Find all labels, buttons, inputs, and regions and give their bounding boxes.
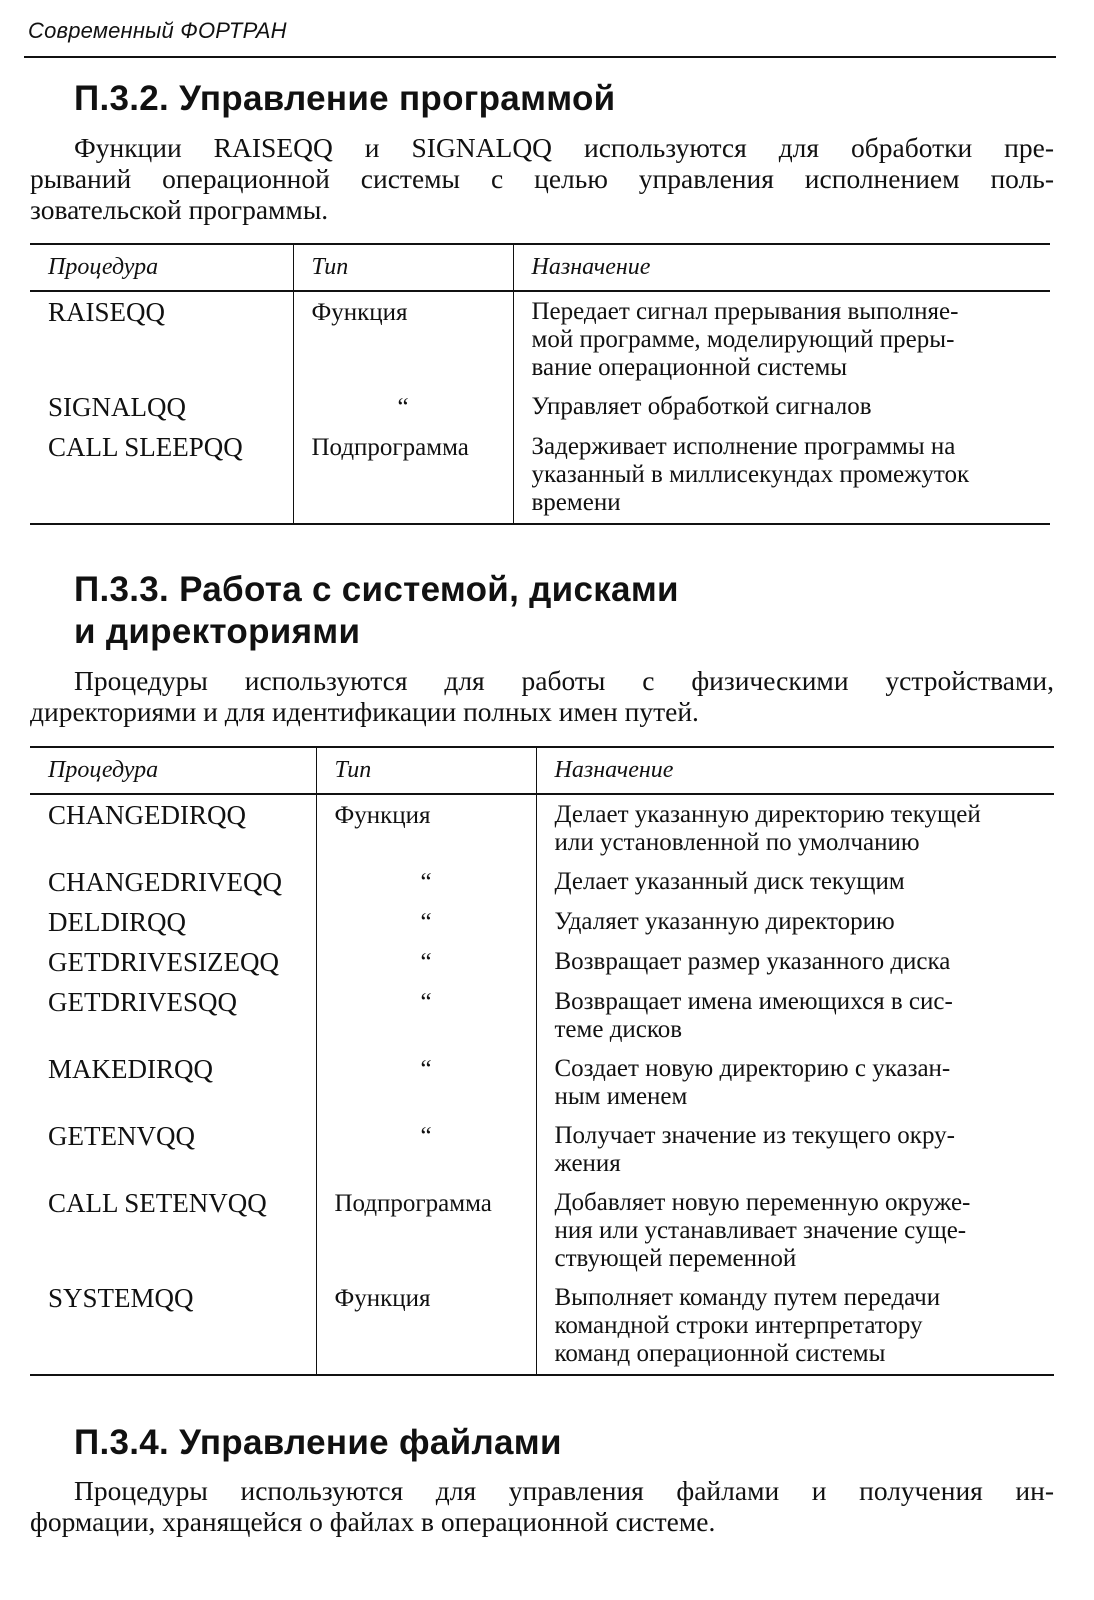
table-row — [30, 391, 1050, 431]
purpose-line: или установленной по умолчанию — [554, 829, 920, 856]
column-header-purpose: Назначение — [536, 747, 1054, 794]
paragraph-line: Процедуры используются для работы с физическими устройствами, — [74, 665, 1054, 696]
type-cell: “ — [316, 1053, 536, 1120]
running-header: Современный ФОРТРАН — [28, 18, 287, 43]
header-rule — [24, 56, 1056, 58]
purpose-cell — [536, 1053, 1054, 1120]
type-cell: Подпрограмма — [293, 431, 513, 524]
type-cell: Функция — [316, 794, 536, 866]
section-title-3-3 — [74, 569, 679, 653]
purpose-line: мой программе, моделирующий преры- — [531, 326, 955, 353]
table-row — [30, 1120, 1054, 1187]
purpose-cell — [536, 906, 1054, 946]
procedure-cell: GETDRIVESIZEQQ — [48, 947, 279, 977]
purpose-cell — [536, 986, 1054, 1053]
procedure-cell: CALL SETENVQQ — [48, 1188, 267, 1218]
table-row — [30, 1187, 1054, 1282]
purpose-cell — [513, 291, 1050, 391]
table-row — [30, 986, 1054, 1053]
type-cell: Подпрограмма — [316, 1187, 536, 1282]
procedure-cell: MAKEDIRQQ — [48, 1054, 213, 1084]
table-header-row — [30, 244, 1050, 291]
purpose-cell — [536, 1120, 1054, 1187]
type-cell: “ — [316, 1120, 536, 1187]
purpose-line: ния или устанавливает значение суще- — [554, 1217, 967, 1244]
type-cell: “ — [316, 866, 536, 906]
purpose-line: Выполняет команду путем передачи — [554, 1284, 941, 1311]
purpose-cell — [536, 866, 1054, 906]
procedure-cell: GETENVQQ — [48, 1121, 195, 1151]
paragraph-line: формации, хранящейся о файлах в операционной системе. — [30, 1506, 716, 1537]
purpose-line: указанный в миллисекундах промежуток — [531, 461, 970, 488]
section-3-3-paragraph — [30, 665, 1054, 727]
purpose-cell — [513, 431, 1050, 524]
type-cell: “ — [316, 946, 536, 986]
purpose-cell — [536, 1282, 1054, 1375]
paragraph-line: рываний операционной системы с целью управления исполнением поль- — [30, 163, 1054, 194]
procedure-cell: DELDIRQQ — [48, 907, 186, 937]
purpose-line: командной строки интерпретатору — [554, 1312, 923, 1339]
purpose-line: Получает значение из текущего окру- — [554, 1122, 955, 1149]
paragraph-line: директориями и для идентификации полных имен путей. — [30, 696, 699, 727]
table-system-disks-directories — [30, 746, 1054, 1376]
purpose-cell — [536, 794, 1054, 866]
column-header-procedure: Процедура — [30, 244, 293, 291]
table-row — [30, 866, 1054, 906]
paragraph-line: Процедуры используются для управления файлами и получения ин- — [74, 1475, 1054, 1506]
section-title-3-2: П.3.2. Управление программой — [74, 79, 616, 118]
purpose-line: времени — [531, 489, 621, 516]
purpose-line: Управляет обработкой сигналов — [531, 393, 872, 420]
column-header-procedure: Процедура — [30, 747, 316, 794]
table-row — [30, 794, 1054, 866]
section-title-line: и директориями — [74, 612, 361, 651]
purpose-line: Делает указанный диск текущим — [554, 868, 905, 895]
purpose-cell — [536, 1187, 1054, 1282]
table-row — [30, 1282, 1054, 1375]
purpose-cell — [536, 946, 1054, 986]
paragraph-line: Функции RAISEQQ и SIGNALQQ используются для обработки пре- — [74, 132, 1054, 163]
purpose-line: команд операционной системы — [554, 1340, 886, 1367]
purpose-line: Делает указанную директорию текущей — [554, 801, 981, 828]
table-row — [30, 431, 1050, 524]
section-title-line: П.3.3. Работа с системой, дисками — [74, 570, 679, 609]
table-program-control — [30, 243, 1050, 525]
type-cell: Функция — [316, 1282, 536, 1375]
type-cell: “ — [316, 906, 536, 946]
purpose-line: Возвращает размер указанного диска — [554, 948, 951, 975]
procedure-cell: GETDRIVESQQ — [48, 987, 237, 1017]
purpose-line: жения — [554, 1150, 621, 1177]
purpose-line: ным именем — [554, 1083, 688, 1110]
column-header-type: Тип — [316, 747, 536, 794]
table-row — [30, 946, 1054, 986]
procedure-cell: SYSTEMQQ — [30, 1282, 316, 1375]
purpose-line: Удаляет указанную директорию — [554, 908, 895, 935]
column-header-type: Тип — [293, 244, 513, 291]
purpose-line: Задерживает исполнение программы на — [531, 433, 956, 460]
section-3-4-paragraph — [30, 1475, 1054, 1537]
purpose-line: ствующей переменной — [554, 1245, 797, 1272]
table-header-row — [30, 747, 1054, 794]
purpose-line: вание операционной системы — [531, 354, 848, 381]
procedure-cell: SIGNALQQ — [48, 392, 186, 422]
procedure-cell: RAISEQQ — [48, 297, 166, 327]
type-cell: “ — [316, 986, 536, 1053]
procedure-cell: CHANGEDRIVEQQ — [48, 867, 282, 897]
paragraph-line: зовательской программы. — [30, 194, 329, 225]
procedure-cell: CALL SLEEPQQ — [30, 431, 293, 524]
purpose-line: Возвращает имена имеющихся в сис- — [554, 988, 953, 1015]
table-row — [30, 291, 1050, 391]
purpose-line: Создает новую директорию с указан- — [554, 1055, 951, 1082]
purpose-line: теме дисков — [554, 1016, 683, 1043]
section-3-2-paragraph — [30, 132, 1054, 225]
purpose-line: Добавляет новую переменную окруже- — [554, 1189, 971, 1216]
section-title-3-4: П.3.4. Управление файлами — [74, 1423, 562, 1462]
purpose-line: Передает сигнал прерывания выполняе- — [531, 298, 959, 325]
purpose-cell — [513, 391, 1050, 431]
procedure-cell: CHANGEDIRQQ — [48, 800, 246, 830]
table-row — [30, 906, 1054, 946]
type-cell: “ — [293, 391, 513, 431]
table-row — [30, 1053, 1054, 1120]
type-cell: Функция — [293, 291, 513, 391]
column-header-purpose: Назначение — [513, 244, 1050, 291]
